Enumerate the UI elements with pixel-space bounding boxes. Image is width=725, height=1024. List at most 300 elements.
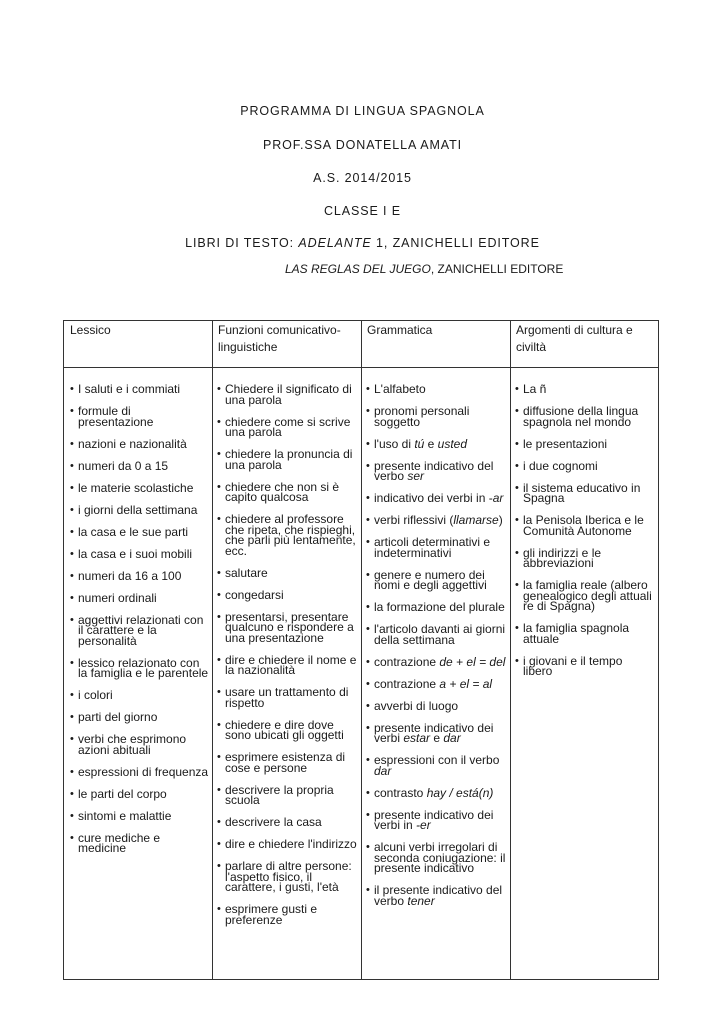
bullet-icon: • [366,405,370,417]
lessico-item-text [78,406,209,427]
column-funzioni [217,384,360,937]
italic-term: ser [407,469,425,483]
text-part: la formazione del plurale [374,600,505,614]
text-part: indicativo dei verbi in - [374,491,493,505]
text-part: gli indirizzi e le abbreviazioni [523,545,602,570]
cultura-item-text [523,436,655,451]
text-part: espressioni di frequenza [78,764,209,779]
grammatica-list-item [366,537,508,558]
bullet-icon: • [217,686,221,698]
text-part: chiedere come si scrive una parola [225,414,351,439]
bullet-icon: • [70,383,74,395]
lessico-item-text [78,712,209,723]
grammatica-list-item [366,436,508,451]
text-part: aggettivi relazionati con il carattere e la personalità [78,612,204,648]
book1-publisher: 1, ZANICHELLI EDITORE [371,236,540,250]
lessico-item-text [78,830,209,855]
text-part: alcuni verbi irregolari di seconda coniugazione: il presente indicativo [374,840,506,875]
text-part: chiedere e dire dove sono ubicati gli oggetti [225,717,344,742]
funzioni-list-item [217,479,360,504]
text-part: le materie scolastiche [78,480,194,495]
cultura-item-text [523,480,655,505]
bullet-icon: • [217,480,221,493]
bullet-icon: • [366,514,370,526]
bullet-icon: • [366,721,370,734]
lessico-item-text [78,524,209,539]
bullet-icon: • [217,718,221,731]
cultura-list-item [515,458,655,473]
funzioni-item-text [225,479,360,504]
funzioni-item-text [225,414,360,439]
funzioni-list-item [217,839,360,850]
bullet-icon: • [515,546,519,559]
text-part: articoli determinativi e indeterminativi [374,535,491,560]
bullet-icon: • [217,860,221,872]
text-part: numeri ordinali [78,590,157,605]
text-part: la casa e le sue parti [78,524,189,539]
bullet-icon: • [366,492,370,504]
lessico-item-text [78,480,209,495]
funzioni-list-item [217,752,360,773]
text-part: diffusione della lingua spagnola nel mondo [523,404,639,429]
text-part: espressioni con il verbo [374,753,500,767]
header-lessico: Lessico [70,323,111,337]
text-part: numeri da 16 a 100 [78,568,182,583]
bullet-icon: • [515,383,519,395]
header-cultura: Argomenti di cultura e civiltà [516,323,633,354]
lessico-item-text [78,590,209,605]
italic-term: llamarse [453,513,499,527]
cultura-item-text [523,515,655,536]
bullet-icon: • [217,566,221,579]
cultura-list-item [515,545,655,570]
grammatica-list-item [366,384,508,395]
lessico-list-item [70,568,209,583]
grammatica-item-text [374,493,508,504]
column-grammatica [366,384,508,918]
column-lessico [70,384,209,865]
text-part: cure mediche e medicine [78,830,161,855]
funzioni-list-item [217,609,360,645]
funzioni-list-item [217,514,360,556]
text-part: esprimere gusti e preferenze [225,902,318,927]
bullet-icon: • [366,841,370,853]
bullet-icon: • [366,655,370,668]
text-part: le parti del corpo [78,786,167,801]
bullet-icon: • [217,415,221,428]
text-part: verbi che esprimono azioni abituali [78,732,187,757]
column-divider [361,321,362,979]
grammatica-list-item [366,842,508,874]
text-part: esprimere esistenza di cose e persone [225,750,346,775]
italic-term: tú [414,436,425,451]
grammatica-list-item [366,885,508,906]
funzioni-item-text [225,514,360,556]
text-part: presente indicativo dei verbi in [374,807,494,832]
lessico-list-item [70,786,209,801]
funzioni-list-item [217,687,360,708]
header-funzioni: Funzioni comunicativo-linguistiche [218,323,341,354]
text-part: parlare di altre persone: l'aspetto fisico, il carattere, i gusti, l'età [225,859,352,894]
text-part: la casa e i suoi mobili [78,546,193,561]
lessico-item-text [78,436,209,451]
text-part: chiedere al professore che ripeta, che rispieghi, che parli più lentamente, ecc. [225,512,356,558]
lessico-list-item [70,502,209,517]
bullet-icon: • [70,591,74,604]
lessico-list-item [70,808,209,823]
grammatica-list-item [366,755,508,776]
bullet-icon: • [366,536,370,548]
funzioni-item-text [225,817,360,828]
cultura-list-item [515,384,655,395]
lessico-list-item [70,480,209,495]
text-part: lessico relazionato con la famiglia e le parentele [78,655,209,680]
bullet-icon: • [366,884,370,896]
bullet-icon: • [70,547,74,560]
bullet-icon: • [366,568,370,581]
bullet-icon: • [217,588,221,601]
bullet-icon: • [70,809,74,822]
text-part: La ñ [523,382,547,396]
cultura-item-text [523,384,655,395]
grammatica-list-item [366,515,508,526]
header-grammatica: Grammatica [367,323,433,337]
italic-term: tener [407,893,435,908]
text-part: contrazione [374,654,440,669]
lessico-item-text [78,734,209,755]
lessico-item-text [78,786,209,801]
lessico-item-text [78,690,209,701]
text-part: congedarsi [225,587,284,602]
document-title: PROGRAMMA DI LINGUA SPAGNOLA [240,104,485,118]
grammatica-list-item [366,406,508,427]
bullet-icon: • [217,751,221,763]
text-part: e [430,731,444,745]
text-part: i colori [78,688,113,702]
grammatica-item-text [374,515,508,526]
bullet-icon: • [366,808,370,821]
cultura-list-item [515,653,655,678]
funzioni-item-text [225,782,360,807]
bullet-icon: • [515,481,519,494]
cultura-list-item [515,436,655,451]
grammatica-list-item [366,493,508,504]
bullet-icon: • [366,623,370,635]
bullet-icon: • [217,513,221,525]
bullet-icon: • [515,405,519,417]
text-part: il presente indicativo del verbo [374,883,503,908]
text-part: la famiglia reale (albero genealogico degli attuali re di Spagna) [523,578,652,613]
bullet-icon: • [217,448,221,460]
teacher-name: PROF.SSA DONATELLA AMATI [263,138,462,152]
italic-term: usted [437,436,468,451]
text-part: i due cognomi [523,458,598,473]
text-part: nazioni e nazionalità [78,436,187,451]
lessico-list-item [70,524,209,539]
cultura-list-item [515,515,655,536]
bullet-icon: • [515,654,519,667]
lessico-item-text [78,764,209,779]
bullet-icon: • [70,787,74,800]
cultura-list-item [515,623,655,644]
bullet-icon: • [70,765,74,778]
funzioni-item-text [225,449,360,470]
italic-term: estar [403,731,431,745]
lessico-item-text [78,612,209,648]
bullet-icon: • [366,699,370,712]
text-part: usare un trattamento di rispetto [225,685,349,710]
bullet-icon: • [70,481,74,494]
bullet-icon: • [366,601,370,613]
funzioni-item-text [225,717,360,742]
text-part: la Penisola Iberica e le Comunità Autonome [523,513,644,538]
funzioni-item-text [225,652,360,677]
text-part: contrazione [374,676,440,691]
bullet-icon: • [515,622,519,634]
bullet-icon: • [70,405,74,417]
text-part: presentarsi, presentare qualcuno e rispondere a una presentazione [225,609,354,645]
book2-title: LAS REGLAS DEL JUEGO [285,262,431,276]
text-part: avverbi di luogo [374,698,459,713]
italic-term: dar [374,763,392,778]
lessico-item-text [78,546,209,561]
column-divider [510,321,511,979]
text-part: salutare [225,565,268,580]
cultura-item-text [523,580,655,612]
cultura-list-item [515,406,655,427]
bullet-icon: • [70,831,74,844]
text-part: presente indicativo del verbo [374,458,494,483]
text-part: I saluti e i commiati [78,382,181,396]
grammatica-list-item [366,785,508,800]
bullet-icon: • [70,711,74,723]
grammatica-item-text [374,842,508,874]
funzioni-list-item [217,652,360,677]
lessico-list-item [70,546,209,561]
lessico-list-item [70,764,209,779]
text-part: dire e chiedere l'indirizzo [225,837,357,851]
cultura-item-text [523,406,655,427]
text-part: dire e chiedere il nome e la nazionalità [225,652,357,677]
funzioni-list-item [217,782,360,807]
grammatica-list-item [366,807,508,832]
italic-term: dar [443,731,461,745]
text-part: l'uso di [374,436,415,451]
book1-title: ADELANTE [298,236,372,250]
cultura-item-text [523,545,655,570]
bullet-icon: • [217,838,221,850]
grammatica-list-item [366,602,508,613]
cultura-list-item [515,580,655,612]
funzioni-list-item [217,449,360,470]
funzioni-item-text [225,384,360,405]
grammatica-item-text [374,384,508,395]
funzioni-list-item [217,414,360,439]
text-part: Chiedere il significato di una parola [225,382,352,407]
funzioni-item-text [225,904,360,925]
grammatica-item-text [374,785,508,800]
bullet-icon: • [217,903,221,915]
text-part: genere e numero dei nomi e degli aggettivi [374,567,487,592]
bullet-icon: • [70,733,74,745]
grammatica-item-text [374,807,508,832]
italic-term: de + el = del [439,654,506,669]
funzioni-item-text [225,861,360,893]
grammatica-item-text [374,654,508,669]
lessico-list-item [70,734,209,755]
italic-term: -er [416,818,431,832]
text-part: L'alfabeto [374,382,426,396]
text-part: numeri da 0 a 15 [78,458,169,473]
funzioni-item-text [225,609,360,645]
grammatica-item-text [374,676,508,691]
italic-term: a + el = al [439,676,493,691]
bullet-icon: • [70,437,74,450]
text-part: verbi riflessivi ( [374,513,454,527]
bullet-icon: • [366,786,370,799]
lessico-item-text [78,808,209,823]
lessico-list-item [70,830,209,855]
grammatica-item-text [374,624,508,645]
book2-publisher: , ZANICHELLI EDITORE [430,262,564,276]
funzioni-list-item [217,717,360,742]
lessico-list-item [70,612,209,648]
grammatica-item-text [374,602,508,613]
italic-term: ar [492,491,504,505]
funzioni-item-text [225,587,360,602]
text-part: descrivere la propria scuola [225,782,334,807]
bullet-icon: • [366,677,370,690]
text-part: e [424,436,438,451]
grammatica-item-text [374,885,508,906]
bullet-icon: • [515,437,519,450]
bullet-icon: • [515,579,519,591]
lessico-item-text [78,384,209,395]
grammatica-item-text [374,698,508,713]
bullet-icon: • [70,503,74,516]
textbooks-line [0,236,725,250]
lessico-list-item [70,690,209,701]
grammatica-item-text [374,458,508,483]
funzioni-item-text [225,752,360,773]
bullet-icon: • [366,754,370,766]
text-part: i giorni della settimana [78,502,198,517]
column-divider [212,321,213,979]
text-part: ) [498,513,503,527]
bullet-icon: • [217,383,221,395]
text-part: i giovani e il tempo libero [523,653,623,678]
bullet-icon: • [70,569,74,582]
funzioni-item-text [225,839,360,850]
lessico-item-text [78,568,209,583]
grammatica-list-item [366,458,508,483]
funzioni-list-item [217,904,360,925]
bullet-icon: • [70,459,74,472]
lessico-list-item [70,655,209,680]
funzioni-list-item [217,384,360,405]
grammatica-list-item [366,676,508,691]
grammatica-item-text [374,436,508,451]
lessico-list-item [70,436,209,451]
grammatica-list-item [366,720,508,745]
text-part: chiedere che non si è capito qualcosa [225,479,340,504]
lessico-list-item [70,590,209,605]
text-part: descrivere la casa [225,815,322,829]
text-part: sintomi e malattie [78,808,172,823]
funzioni-item-text [225,687,360,708]
funzioni-list-item [217,565,360,580]
grammatica-item-text [374,720,508,745]
header-row-divider [64,367,658,368]
italic-term: hay / está(n) [426,785,494,800]
class-name: CLASSE I E [323,204,402,218]
lessico-list-item [70,406,209,427]
text-part: le presentazioni [523,436,608,451]
grammatica-list-item [366,567,508,592]
text-part: formule di presentazione [78,404,154,429]
text-part: pronomi personali soggetto [374,404,470,429]
text-part: presente indicativo dei verbi [374,720,494,745]
grammatica-item-text [374,406,508,427]
funzioni-list-item [217,861,360,893]
bullet-icon: • [366,459,370,472]
funzioni-list-item [217,817,360,828]
grammatica-item-text [374,755,508,776]
text-part: il sistema educativo in Spagna [523,480,641,505]
bullet-icon: • [70,689,74,701]
grammatica-item-text [374,567,508,592]
bullet-icon: • [515,514,519,526]
text-part: la famiglia spagnola attuale [523,621,630,646]
lessico-item-text [78,502,209,517]
bullet-icon: • [70,613,74,626]
funzioni-list-item [217,587,360,602]
bullet-icon: • [70,656,74,669]
bullet-icon: • [70,525,74,538]
funzioni-item-text [225,565,360,580]
cultura-item-text [523,653,655,678]
lessico-list-item [70,458,209,473]
bullet-icon: • [515,459,519,472]
text-part: contrasto [374,785,427,800]
cultura-list-item [515,480,655,505]
text-part: parti del giorno [78,710,158,724]
textbook-2 [285,262,563,276]
textbooks-prefix: LIBRI DI TESTO: [185,236,299,250]
cultura-item-text [523,458,655,473]
bullet-icon: • [217,816,221,828]
text-part: l'articolo davanti ai giorni della settimana [374,622,506,647]
bullet-icon: • [217,610,221,623]
cultura-item-text [523,623,655,644]
bullet-icon: • [366,383,370,395]
text-part: chiedere la pronuncia di una parola [225,447,353,472]
column-cultura [515,384,655,688]
program-table [63,320,659,980]
grammatica-list-item [366,654,508,669]
grammatica-item-text [374,537,508,558]
bullet-icon: • [366,437,370,450]
grammatica-list-item [366,624,508,645]
lessico-list-item [70,384,209,395]
grammatica-list-item [366,698,508,713]
school-year: A.S. 2014/2015 [313,171,412,185]
bullet-icon: • [217,783,221,796]
lessico-list-item [70,712,209,723]
bullet-icon: • [217,653,221,666]
lessico-item-text [78,458,209,473]
lessico-item-text [78,655,209,680]
